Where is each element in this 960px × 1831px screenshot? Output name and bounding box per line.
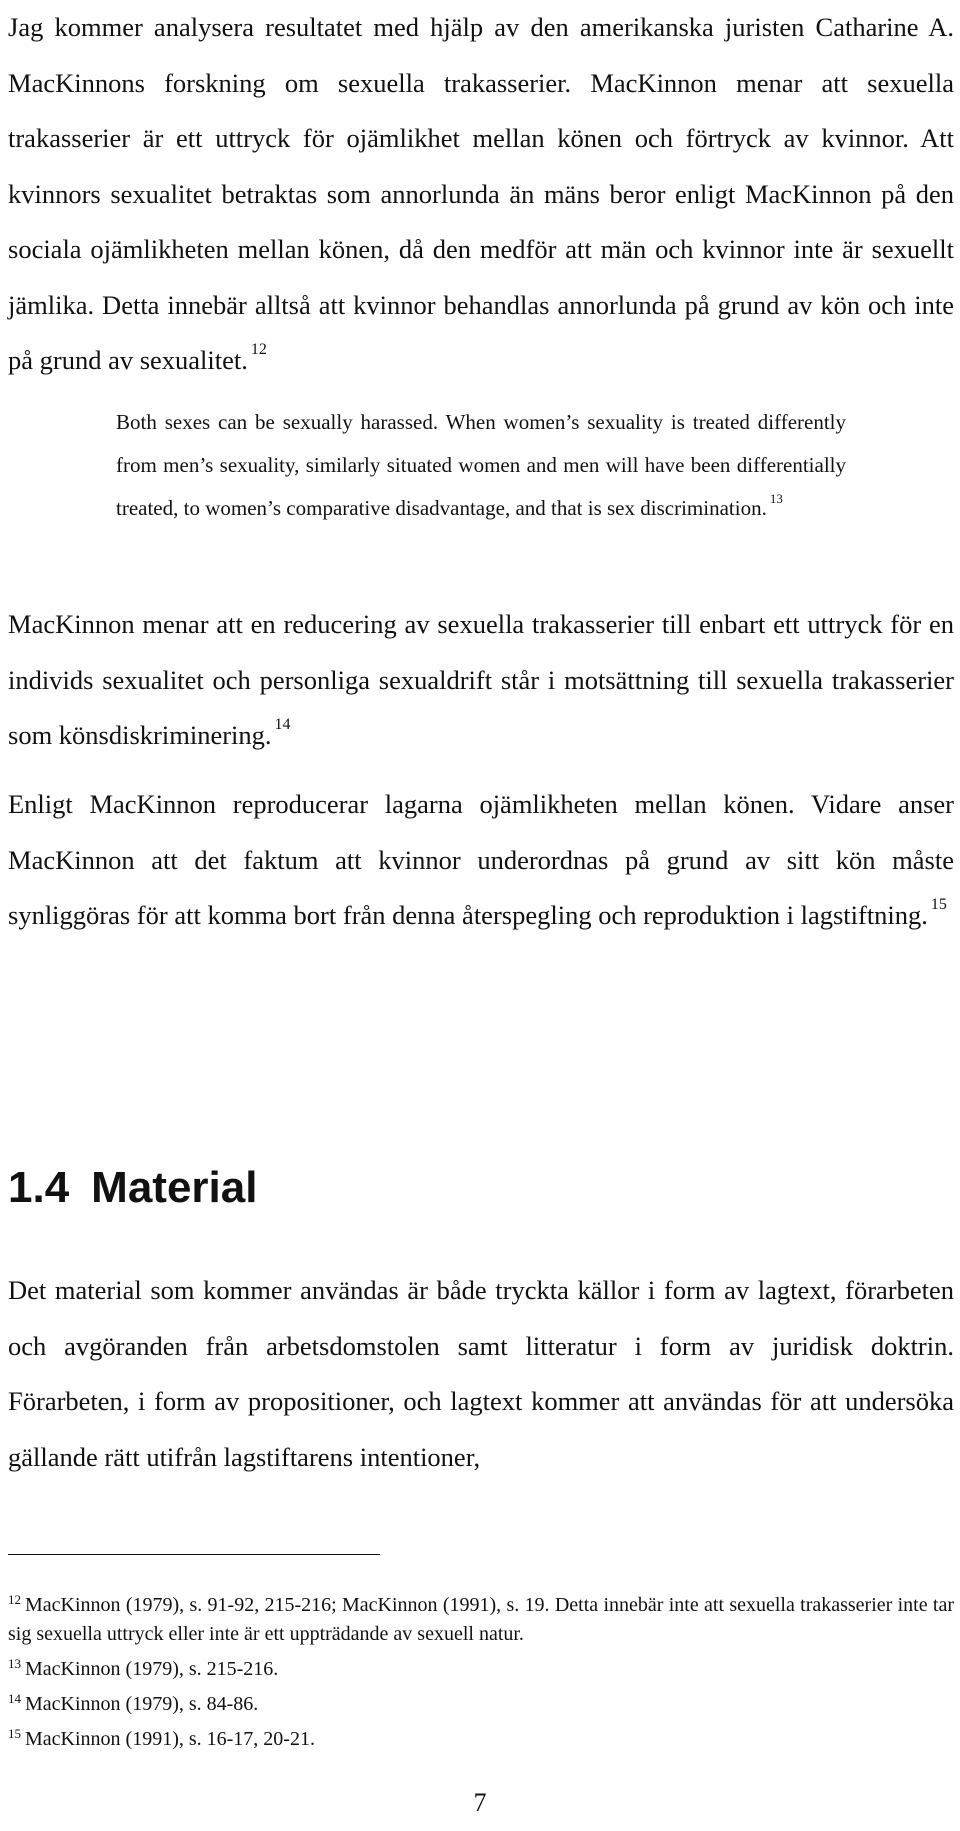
paragraph-2-text: MacKinnon menar att en reducering av sexuella trakasserier till enbart ett uttryck för en individs sexualitet och personliga sexualdrift står i motsättning till sexuella trakasserier som könsdiskriminering. xyxy=(8,609,954,750)
paragraph-4 xyxy=(8,1263,954,1485)
footnote-text: MacKinnon (1979), s. 84-86. xyxy=(25,1693,259,1715)
paragraph-3-text: Enligt MacKinnon reproducerar lagarna ojämlikheten mellan könen. Vidare anser MacKinnon att det faktum att kvinnor underordnas på grund av sitt kön måste synliggöras för att komma bort från denna återspegling och reproduktion i lagstiftning. xyxy=(8,789,954,930)
footnote-13 xyxy=(8,1649,954,1684)
footnote-number: 15 xyxy=(8,1726,21,1741)
footnote-text: MacKinnon (1979), s. 215-216. xyxy=(25,1658,279,1680)
paragraph-2 xyxy=(8,597,954,764)
paragraph-3 xyxy=(8,777,954,944)
footnotes xyxy=(8,1585,954,1754)
block-quote-text: Both sexes can be sexually harassed. When women’s sexuality is treated differently from men’s sexuality, similarly situated women and men will have been differentially treated, to women’s comparative disadvantage, and that is sex discrimination. xyxy=(116,410,846,520)
footnote-14 xyxy=(8,1684,954,1719)
section-heading xyxy=(8,1162,257,1214)
paragraph-1 xyxy=(8,0,954,389)
block-quote xyxy=(116,401,846,530)
paragraph-4-text: Det material som kommer användas är både tryckta källor i form av lagtext, förarbeten och avgöranden från arbetsdomstolen samt litteratur i form av juridisk doktrin. Förarbeten, i form av propositioner, och lagtext kommer att användas för att undersöka gällande rätt utifrån lagstiftarens intentioner, xyxy=(8,1275,954,1472)
footnote-ref-12: 12 xyxy=(250,341,267,358)
footnote-separator xyxy=(8,1554,380,1555)
footnote-12 xyxy=(8,1585,954,1649)
footnote-ref-15: 15 xyxy=(930,896,947,913)
footnote-15 xyxy=(8,1719,954,1754)
footnote-number: 14 xyxy=(8,1691,21,1706)
section-title: Material xyxy=(91,1163,258,1212)
footnote-ref-14: 14 xyxy=(274,716,291,733)
section-number: 1.4 xyxy=(8,1163,70,1212)
footnote-text: MacKinnon (1979), s. 91-92, 215-216; MacKinnon (1991), s. 19. Detta innebär inte att sexuella trakasserier inte tar sig sexuella uttryck eller inte är ett uppträdande av sexuell natur. xyxy=(8,1594,954,1645)
paragraph-1-text: Jag kommer analysera resultatet med hjälp av den amerikanska juristen Catharine A. MacKinnons forskning om sexuella trakasserier. MacKinnon menar att sexuella trakasserier är ett uttryck för ojämlikhet mellan könen och förtryck av kvinnor. Att kvinnors sexualitet betraktas som annorlunda än mäns beror enligt MacKinnon på den sociala ojämlikheten mellan könen, då den medför att män och kvinnor inte är sexuellt jämlika. Detta innebär alltså att kvinnor behandlas annorlunda på grund av kön och inte på grund av sexualitet. xyxy=(8,12,954,375)
page-number: 7 xyxy=(473,1788,487,1817)
footnote-ref-13: 13 xyxy=(769,491,783,506)
footnote-number: 13 xyxy=(8,1656,21,1671)
footnote-number: 12 xyxy=(8,1592,21,1607)
footnote-text: MacKinnon (1991), s. 16-17, 20-21. xyxy=(25,1728,315,1750)
